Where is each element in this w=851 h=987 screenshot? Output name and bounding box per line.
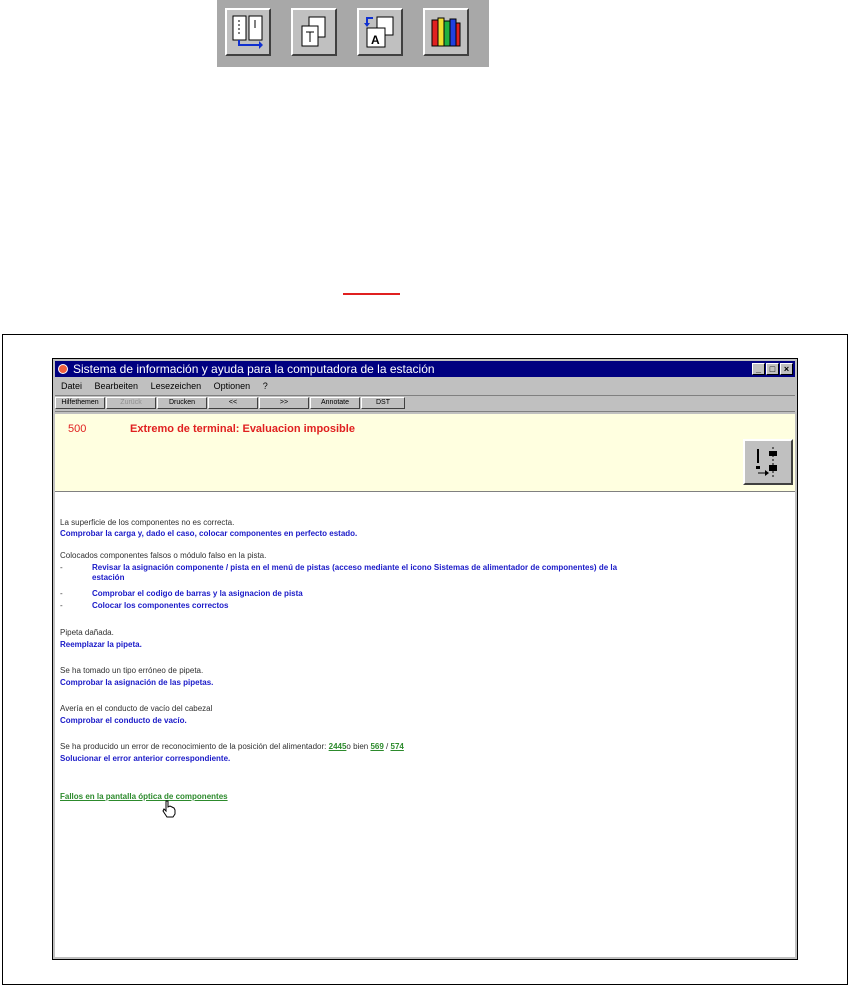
error-code: 500 <box>68 423 87 435</box>
minimize-button[interactable]: _ <box>752 363 765 375</box>
translate-icon <box>363 14 397 50</box>
bullet-dash: - <box>60 589 63 598</box>
cause-text: Se ha tomado un tipo erróneo de pipeta. <box>60 666 204 675</box>
error-link-574[interactable]: 574 <box>390 742 404 751</box>
flow-arrow-icon <box>745 441 791 483</box>
annotate-button[interactable]: Annotate <box>310 397 360 409</box>
bullet-dash: - <box>60 601 63 610</box>
back-button[interactable]: Zurück <box>106 397 156 409</box>
translate-button[interactable] <box>357 8 403 56</box>
bullet-dash: - <box>60 563 63 572</box>
help-window <box>52 358 798 960</box>
close-button[interactable]: × <box>780 363 793 375</box>
action-text: Comprobar el conducto de vacío. <box>60 716 187 725</box>
title-bar <box>55 361 795 377</box>
books-icon <box>429 14 463 50</box>
cause-text: Pipeta dañada. <box>60 628 114 637</box>
next-button[interactable]: >> <box>259 397 309 409</box>
menu-optionen[interactable]: Optionen <box>213 381 251 391</box>
cause-line <box>60 742 404 751</box>
button-bar <box>55 395 795 412</box>
maximize-button[interactable]: □ <box>766 363 779 375</box>
menu-lesezeichen[interactable]: Lesezeichen <box>150 381 202 391</box>
action-text: Colocar los componentes correctos <box>92 601 229 610</box>
dst-button[interactable]: DST <box>361 397 405 409</box>
help-content <box>55 492 795 957</box>
icon-toolbar <box>217 0 489 67</box>
cause-text: Se ha producido un error de reconocimiento de la posición del alimentador: <box>60 742 327 751</box>
cause-text: Colocados componentes falsos o módulo falso en la pista. <box>60 551 267 560</box>
menu-help[interactable]: ? <box>262 381 268 391</box>
hand-cursor-icon <box>161 800 177 818</box>
action-text: Revisar la asignación componente / pista en el menú de pistas (acceso mediante el icono Sistemas de alimentador de componentes) de la <box>92 563 618 572</box>
action-text: estación <box>92 573 125 582</box>
topic-header <box>55 414 795 492</box>
pages-button[interactable] <box>291 8 337 56</box>
flowchart-button[interactable] <box>225 8 271 56</box>
cause-text: La superficie de los componentes no es correcta. <box>60 518 235 527</box>
or-text: o bien <box>346 742 369 751</box>
action-text: Comprobar la carga y, dado el caso, colocar componentes en perfecto estado. <box>60 529 358 538</box>
action-text: Comprobar el codigo de barras y la asignacion de pista <box>92 589 303 598</box>
app-icon <box>58 364 68 374</box>
pages-icon <box>297 14 331 50</box>
window-title: Sistema de información y ayuda para la computadora de la estación <box>73 362 435 376</box>
menu-bar <box>55 379 795 393</box>
books-button[interactable] <box>423 8 469 56</box>
error-link-2445[interactable]: 2445 <box>328 742 347 751</box>
prev-button[interactable]: << <box>208 397 258 409</box>
cause-text: Avería en el conducto de vacío del cabezal <box>60 704 213 713</box>
action-text: Solucionar el error anterior correspondiente. <box>60 754 231 763</box>
red-underline-mark <box>343 293 400 295</box>
action-text: Reemplazar la pipeta. <box>60 640 142 649</box>
menu-datei[interactable]: Datei <box>61 381 83 391</box>
optical-faults-link[interactable]: Fallos en la pantalla óptica de componentes <box>60 792 228 801</box>
topic-title: Extremo de terminal: Evaluacion imposible <box>130 423 355 435</box>
svg-text:A: A <box>371 33 380 47</box>
action-text: Comprobar la asignación de las pipetas. <box>60 678 214 687</box>
flowchart-icon <box>231 14 265 50</box>
contents-button[interactable]: Hilfethemen <box>55 397 105 409</box>
menu-bearbeiten[interactable]: Bearbeiten <box>94 381 139 391</box>
slash-text: / <box>386 742 389 751</box>
print-button[interactable]: Drucken <box>157 397 207 409</box>
flowchart-jump-button[interactable] <box>743 439 793 485</box>
error-link-569[interactable]: 569 <box>370 742 384 751</box>
